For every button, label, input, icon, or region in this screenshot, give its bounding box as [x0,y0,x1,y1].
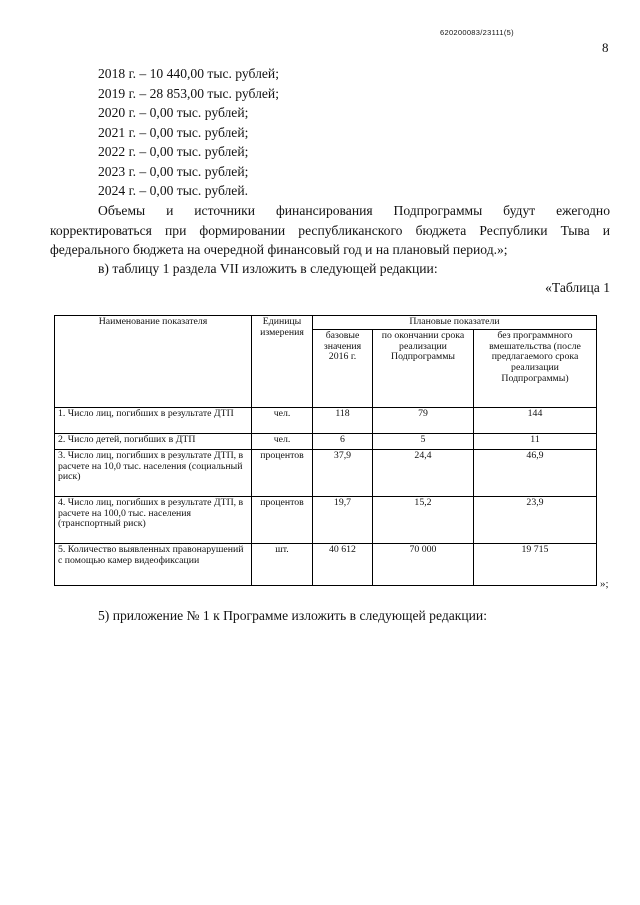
row-end-value: 79 [373,407,474,433]
row-without-value: 19 715 [474,543,597,585]
table-caption: «Таблица 1 [545,280,610,295]
header-base-values: базовые значения 2016 г. [313,329,373,407]
indicators-table [54,315,597,586]
row-unit: процентов [252,496,313,543]
funding-year-item: 2023 г. – 0,00 тыс. рублей; [98,163,249,179]
funding-year-item: 2022 г. – 0,00 тыс. рублей; [98,144,249,159]
document-code: 620200083/23111(5) [440,28,514,37]
row-unit: шт. [252,543,313,585]
funding-year-item: 2024 г. – 0,00 тыс. рублей. [98,183,249,198]
row-end-value: 24,4 [373,449,474,496]
row-indicator-name: 1. Число лиц, погибших в результате ДТП [55,407,252,433]
row-end-value: 70 000 [373,543,474,585]
table-row [55,449,597,496]
row-base-value: 118 [313,407,373,433]
row-without-value: 11 [474,433,597,449]
paragraph-item-5 [50,606,610,626]
row-end-value: 5 [373,433,474,449]
row-without-value: 23,9 [474,496,597,543]
row-base-value: 19,7 [313,496,373,543]
header-unit: Единицы измерения [252,316,313,408]
table-row [55,433,597,449]
funding-year-item: 2020 г. – 0,00 тыс. рублей; [98,105,249,120]
row-without-value: 46,9 [474,449,597,496]
paragraph-item-5-text: 5) приложение № 1 к Программе изложить в следующей редакции: [98,608,487,623]
row-without-value: 144 [474,407,597,433]
table-row [55,496,597,543]
row-base-value: 40 612 [313,543,373,585]
table-row [55,407,597,433]
row-unit: процентов [252,449,313,496]
paragraph-financing-note [50,201,610,260]
row-base-value: 37,9 [313,449,373,496]
funding-year-item: 2021 г. – 0,00 тыс. рублей; [98,124,249,140]
row-indicator-name: 3. Число лиц, погибших в результате ДТП, в расчете на 10,0 тыс. населения (социальный риск) [55,449,252,496]
header-end-of-term: по окончании срока реализации Подпрограммы [373,329,474,407]
row-unit: чел. [252,433,313,449]
funding-year-item: 2019 г. – 28 853,00 тыс. рублей; [98,85,279,101]
row-indicator-name: 5. Количество выявленных правонарушений с помощью камер видеофиксации [55,543,252,585]
row-indicator-name: 4. Число лиц, погибших в результате ДТП, в расчете на 100,0 тыс. населения (транспортный риск) [55,496,252,543]
row-indicator-name: 2. Число детей, погибших в ДТП [55,433,252,449]
header-planned-indicators: Плановые показатели [313,316,597,330]
table-closing-quote: »; [600,578,609,590]
row-unit: чел. [252,407,313,433]
funding-year-item: 2018 г. – 10 440,00 тыс. рублей; [98,66,279,81]
header-indicator-name: Наименование показателя [55,316,252,408]
paragraph-financing-text: Объемы и источники финансирования Подпрограммы будут ежегодно корректироваться при формировании республиканского бюджета Республики Тыва и федерального бюджета на очередной финансовый год и на плановый период.»; [50,203,610,257]
funding-list [98,64,279,201]
row-end-value: 15,2 [373,496,474,543]
paragraph-item-b-text: в) таблицу 1 раздела VII изложить в следующей редакции: [98,261,438,276]
table-header-row [55,316,597,330]
row-base-value: 6 [313,433,373,449]
header-without-intervention: без программного вмешательства (после предлагаемого срока реализации Подпрограммы) [474,329,597,407]
page-number: 8 [602,40,609,55]
paragraph-item-b [50,259,610,279]
table-row [55,543,597,585]
